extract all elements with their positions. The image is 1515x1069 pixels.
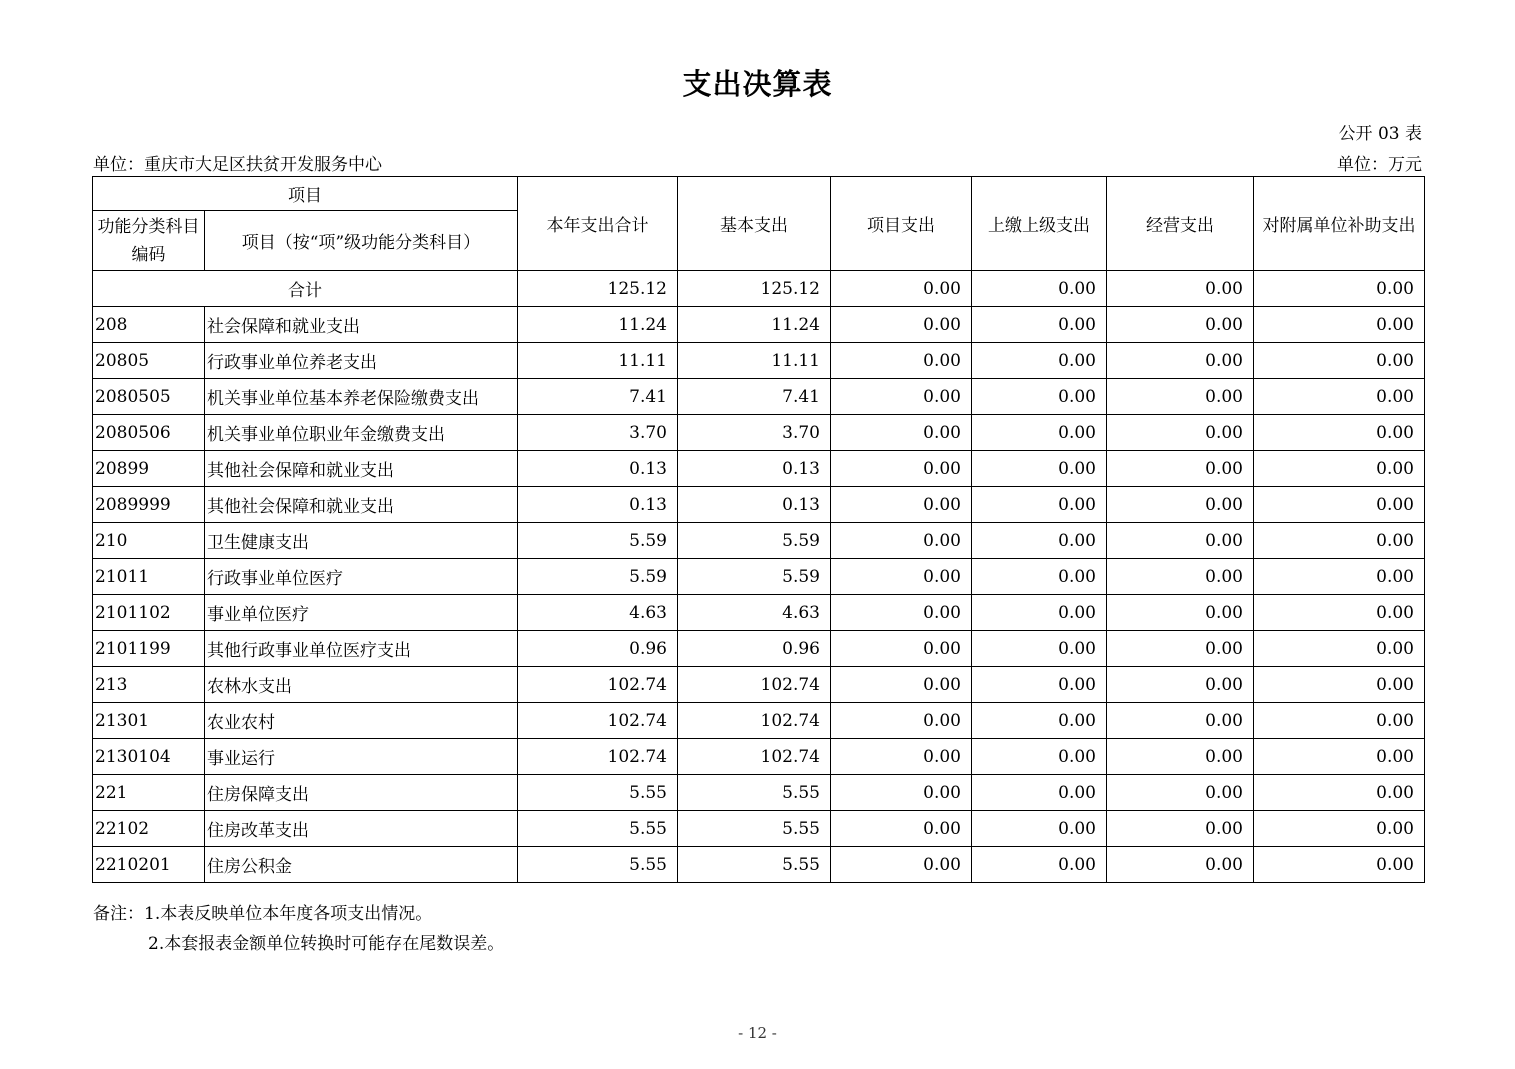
row-name: 农林水支出 xyxy=(205,667,518,703)
row-code: 22102 xyxy=(93,811,205,847)
note-1: 备注：1.本表反映单位本年度各项支出情况。 xyxy=(93,904,433,924)
row-value: 0.00 xyxy=(831,343,972,379)
row-code: 21301 xyxy=(93,703,205,739)
page-title: 支出决算表 xyxy=(682,67,833,101)
header-item-name: 项目（按“项”级功能分类科目） xyxy=(205,211,518,271)
row-value: 0.00 xyxy=(972,811,1107,847)
total-row xyxy=(93,271,1425,307)
row-value: 0.00 xyxy=(1254,523,1425,559)
header-basic: 基本支出 xyxy=(678,177,831,271)
row-value: 0.00 xyxy=(972,523,1107,559)
row-name: 机关事业单位基本养老保险缴费支出 xyxy=(205,379,518,415)
row-name: 行政事业单位医疗 xyxy=(205,559,518,595)
row-value: 0.00 xyxy=(1107,379,1254,415)
row-name: 住房公积金 xyxy=(205,847,518,883)
row-value: 0.00 xyxy=(831,487,972,523)
unit-currency: 单位：万元 xyxy=(1337,155,1422,175)
row-value: 0.00 xyxy=(1254,595,1425,631)
row-value: 102.74 xyxy=(678,739,831,775)
row-value: 0.00 xyxy=(831,379,972,415)
row-value: 0.00 xyxy=(1254,631,1425,667)
row-value: 0.00 xyxy=(1107,811,1254,847)
notes xyxy=(93,899,504,959)
row-value: 0.00 xyxy=(972,667,1107,703)
row-value: 0.00 xyxy=(831,775,972,811)
row-code: 221 xyxy=(93,775,205,811)
row-name: 其他社会保障和就业支出 xyxy=(205,451,518,487)
table-row xyxy=(93,343,1425,379)
form-number: 公开 03 表 xyxy=(1338,124,1422,144)
row-name: 社会保障和就业支出 xyxy=(205,307,518,343)
row-value: 5.55 xyxy=(678,775,831,811)
row-value: 0.00 xyxy=(1254,559,1425,595)
row-value: 0.00 xyxy=(1107,703,1254,739)
row-value: 0.00 xyxy=(1254,667,1425,703)
row-value: 0.96 xyxy=(518,631,678,667)
table-row xyxy=(93,703,1425,739)
table-row xyxy=(93,415,1425,451)
total-value: 125.12 xyxy=(518,271,678,307)
row-value: 0.00 xyxy=(831,523,972,559)
total-label: 合计 xyxy=(93,271,518,307)
table-row xyxy=(93,487,1425,523)
total-value: 0.00 xyxy=(1254,271,1425,307)
row-value: 0.00 xyxy=(831,307,972,343)
row-name: 其他行政事业单位医疗支出 xyxy=(205,631,518,667)
row-value: 0.00 xyxy=(1107,667,1254,703)
row-code: 208 xyxy=(93,307,205,343)
row-value: 0.00 xyxy=(972,343,1107,379)
row-value: 0.00 xyxy=(831,631,972,667)
table-row xyxy=(93,631,1425,667)
table-row xyxy=(93,847,1425,883)
row-name: 卫生健康支出 xyxy=(205,523,518,559)
row-value: 0.00 xyxy=(972,595,1107,631)
row-value: 102.74 xyxy=(518,739,678,775)
row-name: 住房保障支出 xyxy=(205,775,518,811)
header-project: 项目 xyxy=(93,177,518,211)
total-value: 0.00 xyxy=(831,271,972,307)
row-name: 农业农村 xyxy=(205,703,518,739)
row-value: 0.00 xyxy=(831,667,972,703)
row-value: 0.00 xyxy=(1107,739,1254,775)
row-value: 0.00 xyxy=(1254,703,1425,739)
row-value: 4.63 xyxy=(678,595,831,631)
row-value: 102.74 xyxy=(678,667,831,703)
table-row xyxy=(93,523,1425,559)
row-code: 2089999 xyxy=(93,487,205,523)
row-name: 机关事业单位职业年金缴费支出 xyxy=(205,415,518,451)
header-business: 经营支出 xyxy=(1107,177,1254,271)
unit-organization: 单位：重庆市大足区扶贫开发服务中心 xyxy=(93,155,382,175)
row-value: 0.00 xyxy=(1254,415,1425,451)
row-value: 0.00 xyxy=(1254,379,1425,415)
row-value: 0.00 xyxy=(1107,451,1254,487)
row-value: 11.11 xyxy=(678,343,831,379)
row-name: 其他社会保障和就业支出 xyxy=(205,487,518,523)
row-value: 0.00 xyxy=(831,415,972,451)
row-value: 0.00 xyxy=(1107,775,1254,811)
row-code: 210 xyxy=(93,523,205,559)
row-value: 0.13 xyxy=(678,487,831,523)
header-subsidy: 对附属单位补助支出 xyxy=(1254,177,1425,271)
row-code: 2101102 xyxy=(93,595,205,631)
row-value: 11.24 xyxy=(518,307,678,343)
row-value: 0.00 xyxy=(1107,595,1254,631)
row-value: 0.13 xyxy=(518,451,678,487)
row-value: 0.00 xyxy=(972,415,1107,451)
row-name: 住房改革支出 xyxy=(205,811,518,847)
header-project-expenditure: 项目支出 xyxy=(831,177,972,271)
row-value: 5.55 xyxy=(678,811,831,847)
row-value: 0.96 xyxy=(678,631,831,667)
total-value: 125.12 xyxy=(678,271,831,307)
row-value: 0.00 xyxy=(972,775,1107,811)
row-value: 0.00 xyxy=(1107,631,1254,667)
row-value: 5.59 xyxy=(678,523,831,559)
row-value: 0.00 xyxy=(972,847,1107,883)
table-row xyxy=(93,379,1425,415)
row-value: 0.00 xyxy=(972,631,1107,667)
row-value: 0.00 xyxy=(1107,343,1254,379)
total-value: 0.00 xyxy=(1107,271,1254,307)
table-row xyxy=(93,667,1425,703)
row-value: 0.13 xyxy=(518,487,678,523)
row-value: 0.00 xyxy=(972,307,1107,343)
row-value: 5.55 xyxy=(518,811,678,847)
table-row xyxy=(93,811,1425,847)
header-upper-payment: 上缴上级支出 xyxy=(972,177,1107,271)
row-name: 事业单位医疗 xyxy=(205,595,518,631)
row-value: 5.59 xyxy=(518,559,678,595)
row-code: 21011 xyxy=(93,559,205,595)
row-name: 行政事业单位养老支出 xyxy=(205,343,518,379)
row-value: 5.59 xyxy=(518,523,678,559)
total-value: 0.00 xyxy=(972,271,1107,307)
row-value: 5.59 xyxy=(678,559,831,595)
row-value: 0.00 xyxy=(972,379,1107,415)
row-value: 0.00 xyxy=(972,703,1107,739)
row-name: 事业运行 xyxy=(205,739,518,775)
row-value: 0.00 xyxy=(972,487,1107,523)
row-value: 0.00 xyxy=(831,703,972,739)
row-value: 5.55 xyxy=(518,775,678,811)
row-value: 0.00 xyxy=(1254,487,1425,523)
row-value: 11.24 xyxy=(678,307,831,343)
row-value: 7.41 xyxy=(518,379,678,415)
row-value: 11.11 xyxy=(518,343,678,379)
row-value: 0.00 xyxy=(1107,523,1254,559)
page-number: - 12 - xyxy=(738,1024,777,1042)
row-code: 20899 xyxy=(93,451,205,487)
row-value: 0.00 xyxy=(1107,415,1254,451)
row-value: 0.00 xyxy=(1107,487,1254,523)
row-code: 213 xyxy=(93,667,205,703)
row-code: 2210201 xyxy=(93,847,205,883)
row-code: 2080506 xyxy=(93,415,205,451)
row-value: 0.00 xyxy=(972,739,1107,775)
table-row xyxy=(93,739,1425,775)
table-row xyxy=(93,595,1425,631)
row-value: 102.74 xyxy=(518,667,678,703)
expenditure-table xyxy=(92,176,1425,883)
row-value: 0.00 xyxy=(831,559,972,595)
row-value: 0.00 xyxy=(1107,559,1254,595)
row-value: 0.00 xyxy=(831,847,972,883)
row-value: 0.00 xyxy=(1254,775,1425,811)
row-code: 2080505 xyxy=(93,379,205,415)
row-value: 0.00 xyxy=(1254,451,1425,487)
row-value: 5.55 xyxy=(518,847,678,883)
header-total: 本年支出合计 xyxy=(518,177,678,271)
row-value: 5.55 xyxy=(678,847,831,883)
row-value: 0.00 xyxy=(831,451,972,487)
row-value: 0.00 xyxy=(1254,811,1425,847)
row-value: 0.00 xyxy=(1107,307,1254,343)
table-row xyxy=(93,775,1425,811)
row-value: 3.70 xyxy=(518,415,678,451)
note-2: 2.本套报表金额单位转换时可能存在尾数误差。 xyxy=(148,934,505,954)
row-value: 3.70 xyxy=(678,415,831,451)
row-value: 0.00 xyxy=(972,559,1107,595)
row-value: 0.00 xyxy=(831,811,972,847)
table-row xyxy=(93,559,1425,595)
row-value: 7.41 xyxy=(678,379,831,415)
row-code: 2101199 xyxy=(93,631,205,667)
row-value: 0.00 xyxy=(1254,343,1425,379)
table-row xyxy=(93,307,1425,343)
row-value: 0.00 xyxy=(831,595,972,631)
row-value: 0.00 xyxy=(1254,307,1425,343)
row-value: 102.74 xyxy=(518,703,678,739)
row-code: 2130104 xyxy=(93,739,205,775)
row-value: 102.74 xyxy=(678,703,831,739)
row-value: 0.00 xyxy=(831,739,972,775)
header-code: 功能分类科目编码 xyxy=(93,211,205,271)
row-value: 0.00 xyxy=(972,451,1107,487)
table-row xyxy=(93,451,1425,487)
row-value: 4.63 xyxy=(518,595,678,631)
row-value: 0.13 xyxy=(678,451,831,487)
row-code: 20805 xyxy=(93,343,205,379)
row-value: 0.00 xyxy=(1107,847,1254,883)
row-value: 0.00 xyxy=(1254,847,1425,883)
row-value: 0.00 xyxy=(1254,739,1425,775)
